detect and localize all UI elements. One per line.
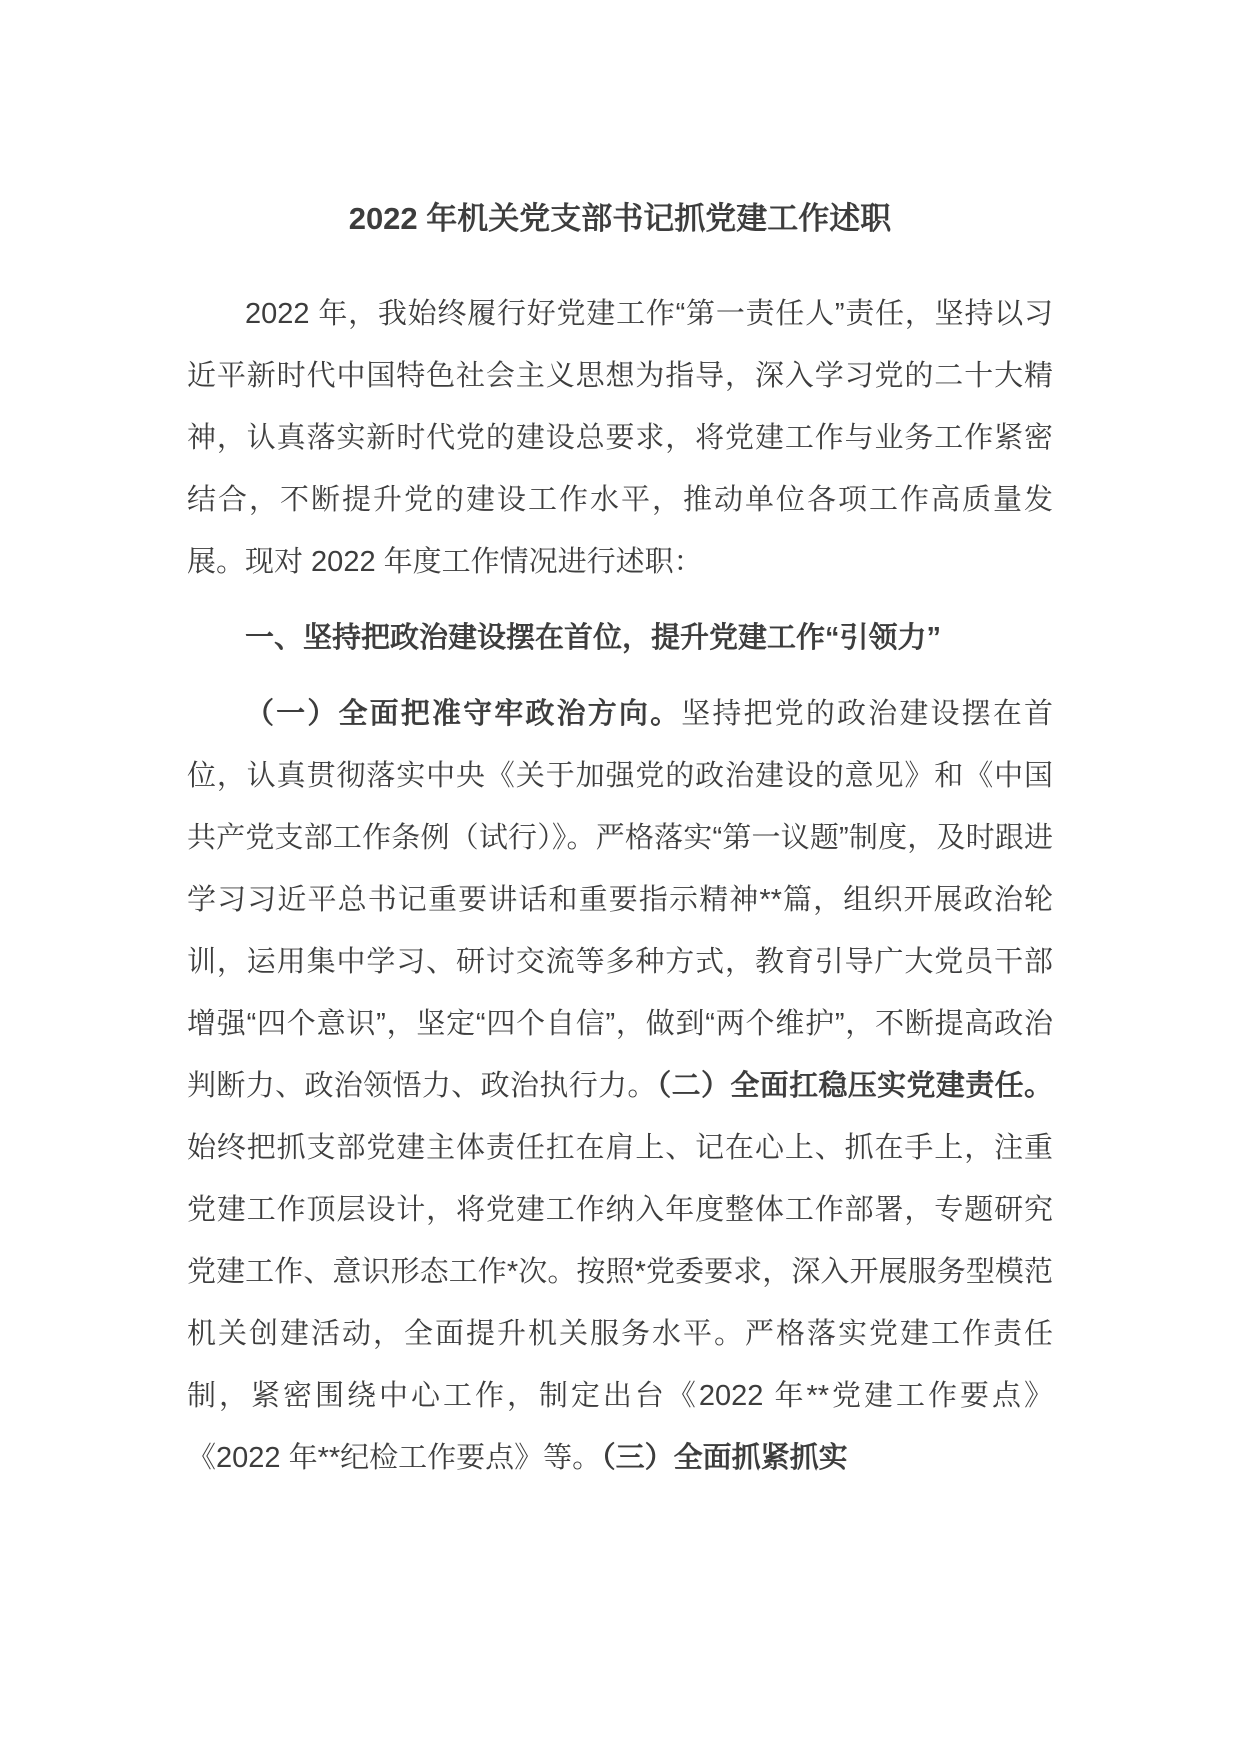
bold-run: （二）全面扛稳压实党建责任。: [656, 1070, 1053, 1102]
text-run: 坚持把党的政治建设摆在首位，认真贯彻落实中央《关于加强党的政治建设的意见》和《中国共产党支部工作条例（试行）》。严格落实“第一议题”制度，及时跟进学习习近平总书记重要讲话和重要指示精神**篇，组织开展政治轮训，运用集中学习、研讨交流等多种方式，教育引导广大党员干部增强“四个意识”，坚定“四个自信”，做到“两个维护”，不断提高政治判断力、政治领悟力、政治执行力。: [187, 698, 1053, 1102]
document-body: [187, 283, 1053, 1489]
paragraph: [187, 283, 1053, 593]
bold-run: 一、坚持把政治建设摆在首位，提升党建工作“引领力”: [245, 622, 942, 654]
bold-run: （一）全面把准守牢政治方向。: [245, 698, 682, 730]
paragraph: [187, 683, 1053, 1489]
section-heading: [187, 607, 1053, 669]
bold-run: （三）全面抓紧抓实: [601, 1442, 848, 1474]
text-run: 2022 年，我始终履行好党建工作“第一责任人”责任，坚持以习近平新时代中国特色社会主义思想为指导，深入学习党的二十大精神，认真落实新时代党的建设总要求，将党建工作与业务工作紧密结合，不断提升党的建设工作水平，推动单位各项工作高质量发展。现对 2022 年度工作情况进行述职：: [187, 298, 1053, 578]
document-title: 2022 年机关党支部书记抓党建工作述职: [348, 201, 892, 236]
text-run: 始终把抓支部党建主体责任扛在肩上、记在心上、抓在手上，注重党建工作顶层设计，将党建工作纳入年度整体工作部署，专题研究党建工作、意识形态工作*次。按照*党委要求，深入开展服务型模范机关创建活动，全面提升机关服务水平。严格落实党建工作责任制，紧密围绕中心工作，制定出台《2022 年**党建工作要点》《2022 年**纪检工作要点》等。: [187, 1132, 1053, 1474]
